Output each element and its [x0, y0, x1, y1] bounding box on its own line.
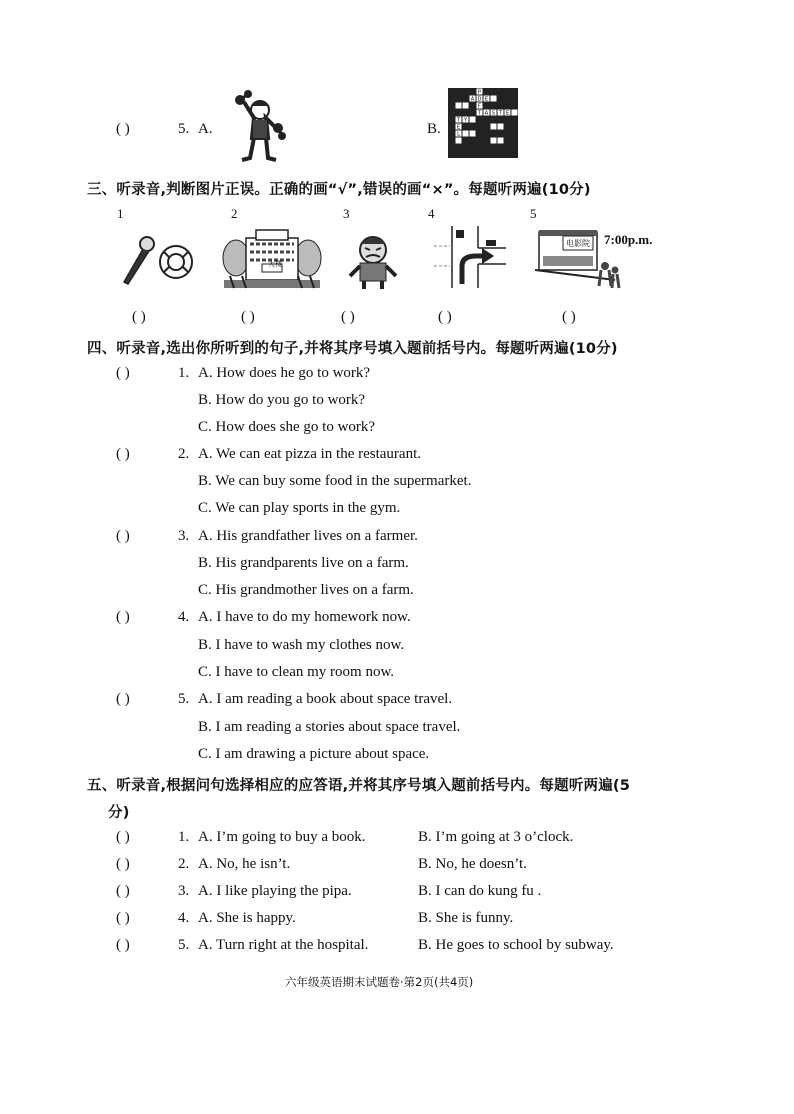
- answer-paren[interactable]: ( ): [341, 309, 355, 325]
- option-b: B. He goes to school by subway.: [418, 937, 614, 953]
- option-b: B. How do you go to work?: [198, 392, 366, 408]
- weightlifter-picture: [228, 88, 290, 164]
- answer-paren[interactable]: ( ): [116, 365, 130, 381]
- option-b: B. His grandparents live on a farm.: [198, 555, 409, 571]
- question-number: 1.: [178, 365, 190, 381]
- option-a: A. Turn right at the hospital.: [198, 937, 369, 953]
- answer-paren[interactable]: ( ): [116, 856, 130, 872]
- option-c: C. I have to clean my room now.: [198, 664, 395, 680]
- question-number: 2.: [178, 856, 190, 872]
- answer-paren[interactable]: ( ): [562, 309, 576, 325]
- puzzle-letter: E: [456, 124, 461, 131]
- option-b: B. No, he doesn’t.: [418, 856, 527, 872]
- answer-paren[interactable]: ( ): [116, 691, 130, 707]
- answer-paren[interactable]: ( ): [132, 309, 146, 325]
- answer-paren[interactable]: ( ): [116, 446, 130, 462]
- puzzle-letter: L: [457, 131, 460, 138]
- angry-boy-picture: [344, 234, 402, 290]
- option-b: B. I’m going at 3 o’clock.: [418, 829, 574, 845]
- option-c: C. We can play sports in the gym.: [198, 500, 401, 516]
- puzzle-letter: A: [470, 96, 475, 103]
- crossword-puzzle-picture: [448, 88, 518, 158]
- question-number: 3.: [178, 883, 190, 899]
- option-a: A. I am reading a book about space travel.: [198, 691, 453, 707]
- puzzle-letter: F: [478, 103, 481, 110]
- puzzle-letter: S: [491, 110, 496, 117]
- question-number: 5.: [178, 691, 190, 707]
- option-a-label: A.: [198, 121, 213, 137]
- option-b: B. I am reading a stories about space travel.: [198, 719, 461, 735]
- puzzle-letter: P: [477, 89, 482, 96]
- cinema-sign: 电影院: [566, 239, 590, 248]
- option-c: C. I am drawing a picture about space.: [198, 746, 430, 762]
- time-label: 7:00p.m.: [604, 232, 653, 247]
- puzzle-letter: E: [484, 96, 489, 103]
- turn-right-road-picture: [432, 226, 506, 288]
- question-number: 5.: [178, 121, 190, 137]
- page-footer: 六年级英语期末试题卷·第2页(共4页): [285, 975, 474, 989]
- picture-number: 2: [231, 206, 238, 221]
- answer-paren[interactable]: ( ): [116, 121, 130, 137]
- answer-paren[interactable]: ( ): [116, 528, 130, 544]
- option-a: A. I like playing the pipa.: [198, 883, 352, 899]
- puzzle-letter: T: [498, 110, 503, 117]
- question-number: 1.: [178, 829, 190, 845]
- answer-paren[interactable]: ( ): [438, 309, 452, 325]
- answer-paren[interactable]: ( ): [116, 883, 130, 899]
- option-b: B. I can do kung fu .: [418, 883, 542, 899]
- part3-heading: 三、听录音,判断图片正误。正确的画“√”,错误的画“×”。每题听两遍(10分): [87, 182, 591, 198]
- part4-heading: 四、听录音,选出你所听到的句子,并将其序号填入题前括号内。每题听两遍(10分): [87, 341, 618, 357]
- building-with-trees-picture: [222, 224, 322, 290]
- option-a: A. No, he isn’t.: [198, 856, 291, 872]
- option-a: A. I’m going to buy a book.: [198, 829, 366, 845]
- picture-number: 5: [530, 206, 537, 221]
- puzzle-letter: D: [477, 96, 482, 103]
- option-a: A. She is happy.: [198, 910, 296, 926]
- question-number: 4.: [178, 910, 190, 926]
- option-a: A. I have to do my homework now.: [198, 609, 411, 625]
- option-a: A. How does he go to work?: [198, 365, 371, 381]
- part5-heading-continued: 分): [108, 805, 130, 821]
- puzzle-letter: T: [456, 117, 461, 124]
- question-number: 2.: [178, 446, 190, 462]
- question-number: 4.: [178, 609, 190, 625]
- microphone-and-swim-ring-picture: [114, 234, 196, 286]
- option-a: A. His grandfather lives on a farmer.: [198, 528, 418, 544]
- part5-heading: 五、听录音,根据问句选择相应的应答语,并将其序号填入题前括号内。每题听两遍(5: [87, 778, 631, 794]
- answer-paren[interactable]: ( ): [241, 309, 255, 325]
- puzzle-letter: A: [484, 110, 489, 117]
- option-b: B. I have to wash my clothes now.: [198, 637, 405, 653]
- answer-paren[interactable]: ( ): [116, 910, 130, 926]
- puzzle-letter: Y: [463, 117, 468, 124]
- option-b: B. We can buy some food in the supermarket.: [198, 473, 472, 489]
- answer-paren[interactable]: ( ): [116, 937, 130, 953]
- answer-paren[interactable]: ( ): [116, 609, 130, 625]
- question-number: 3.: [178, 528, 190, 544]
- building-sign: 大楼: [268, 260, 282, 268]
- option-c: C. How does she go to work?: [198, 419, 376, 435]
- picture-number: 4: [428, 206, 435, 221]
- option-c: C. His grandmother lives on a farm.: [198, 582, 414, 598]
- puzzle-letter: E: [505, 110, 510, 117]
- puzzle-letter: T: [477, 110, 482, 117]
- option-a: A. We can eat pizza in the restaurant.: [198, 446, 421, 462]
- option-b-label: B.: [427, 121, 441, 137]
- picture-number: 3: [343, 206, 350, 221]
- option-b: B. She is funny.: [418, 910, 514, 926]
- answer-paren[interactable]: ( ): [116, 829, 130, 845]
- question-number: 5.: [178, 937, 190, 953]
- picture-number: 1: [117, 206, 124, 221]
